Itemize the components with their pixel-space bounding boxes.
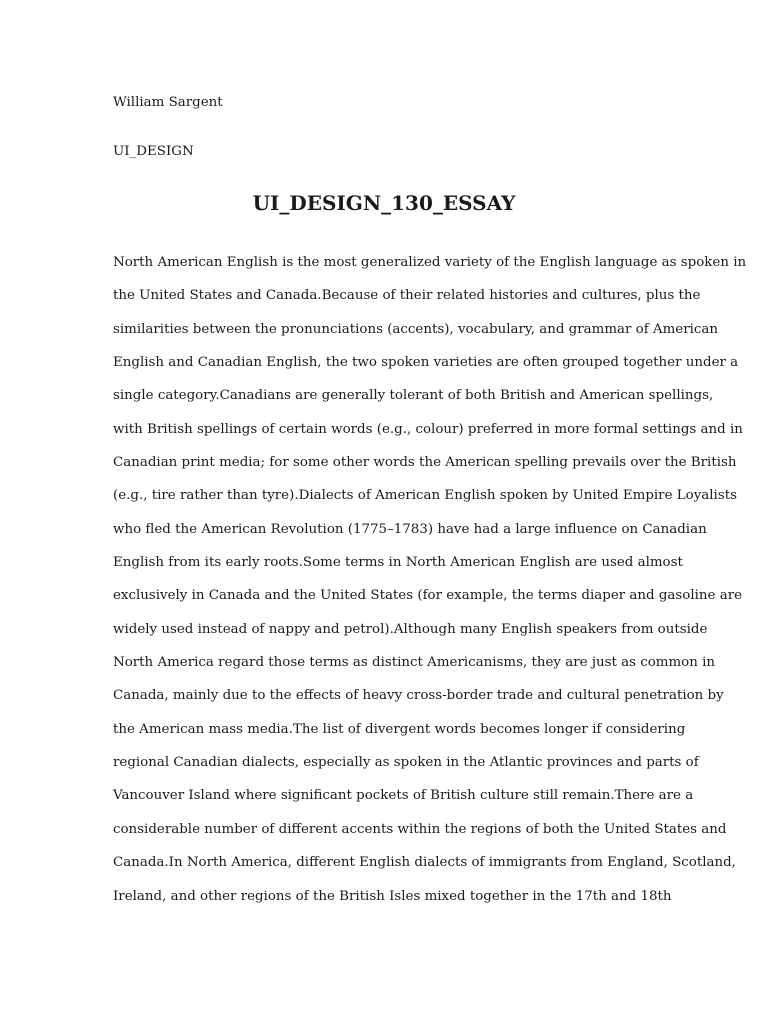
body-line: the United States and Canada.Because of their related histories and cultures, plus the (113, 288, 701, 303)
body-line: North American English is the most generalized variety of the English language as spoken in (113, 255, 747, 270)
body-line: exclusively in Canada and the United States (for example, the terms diaper and gasoline are (113, 588, 743, 603)
body-line: the American mass media.The list of divergent words becomes longer if considering (113, 722, 686, 737)
body-line: English from its early roots.Some terms in North American English are used almost (113, 555, 683, 570)
essay-title: UI_DESIGN_130_ESSAY (252, 191, 516, 215)
body-line: considerable number of different accents within the regions of both the United States and (113, 822, 727, 837)
body-line: English and Canadian English, the two spoken varieties are often grouped together under a (113, 355, 739, 370)
body-line: Canadian print media; for some other words the American spelling prevails over the British (113, 455, 737, 470)
body-line: similarities between the pronunciations (accents), vocabulary, and grammar of American (113, 322, 719, 337)
body-line: Vancouver Island where significant pockets of British culture still remain.There are a (113, 788, 694, 803)
body-line: who fled the American Revolution (1775–1783) have had a large influence on Canadian (113, 522, 707, 537)
body-line: widely used instead of nappy and petrol).Although many English speakers from outside (113, 622, 708, 637)
body-line: with British spellings of certain words (e.g., colour) preferred in more formal settings and in (113, 422, 743, 437)
body-line: single category.Canadians are generally tolerant of both British and American spellings, (113, 388, 714, 403)
body-line: Canada.In North America, different English dialects of immigrants from England, Scotland, (113, 855, 736, 870)
body-line: Ireland, and other regions of the British Isles mixed together in the 17th and 18th (113, 889, 672, 904)
body-line: Canada, mainly due to the effects of heavy cross-border trade and cultural penetration by (113, 688, 724, 703)
author-name: William Sargent (113, 95, 223, 110)
body-line: (e.g., tire rather than tyre).Dialects of American English spoken by United Empire Loyalists (113, 488, 737, 503)
course-name: UI_DESIGN (113, 144, 194, 159)
body-line: North America regard those terms as distinct Americanisms, they are just as common in (113, 655, 716, 670)
body-line: regional Canadian dialects, especially as spoken in the Atlantic provinces and parts of (113, 755, 699, 770)
